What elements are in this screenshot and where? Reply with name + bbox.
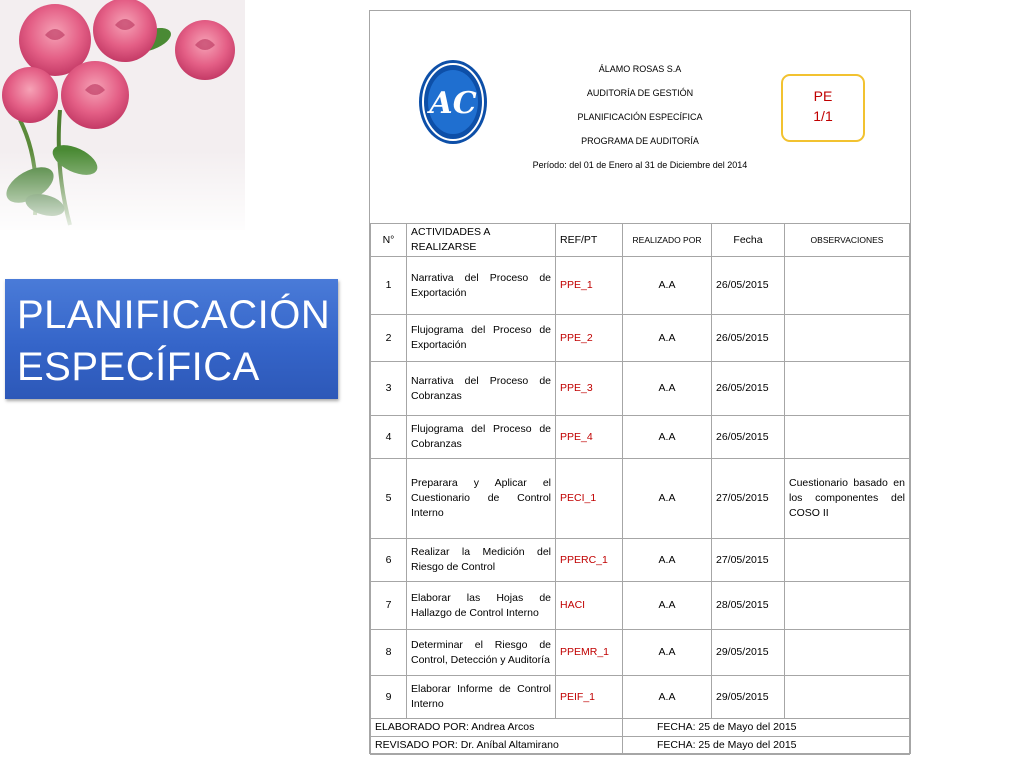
row-activity: Realizar la Medición del Riesgo de Control — [407, 539, 556, 582]
row-number: 4 — [371, 416, 407, 459]
row-done-by: A.A — [623, 416, 712, 459]
prepared-by: ELABORADO POR: Andrea Arcos — [371, 719, 623, 737]
row-number: 2 — [371, 315, 407, 362]
row-ref: PECI_1 — [556, 459, 623, 539]
table-row — [371, 459, 910, 539]
col-header-done-by: REALIZADO POR — [623, 224, 712, 257]
row-date: 27/05/2015 — [712, 539, 785, 582]
row-ref: PPE_2 — [556, 315, 623, 362]
table-row — [371, 582, 910, 630]
reference-code: PE — [813, 88, 833, 104]
document-header — [370, 11, 910, 224]
row-number: 1 — [371, 257, 407, 315]
row-activity: Narrativa del Proceso de Exportación — [407, 257, 556, 315]
row-done-by: A.A — [623, 630, 712, 676]
table-row — [371, 416, 910, 459]
col-header-ref: REF/PT — [556, 224, 623, 257]
row-activity: Flujograma del Proceso de Exportación — [407, 315, 556, 362]
row-activity: Elaborar las Hojas de Hallazgo de Control Interno — [407, 582, 556, 630]
row-ref: PPE_3 — [556, 362, 623, 416]
header-line-audit: AUDITORÍA DE GESTIÓN — [586, 88, 694, 98]
header-period: Período: del 01 de Enero al 31 de Diciembre del 2014 — [532, 160, 748, 170]
row-date: 29/05/2015 — [712, 630, 785, 676]
row-activity: Preparara y Aplicar el Cuestionario de Control Interno — [407, 459, 556, 539]
row-observations — [785, 315, 910, 362]
table-row — [371, 257, 910, 315]
row-observations: Cuestionario basado en los componentes del COSO II — [785, 459, 910, 539]
row-ref: PPE_4 — [556, 416, 623, 459]
row-date: 26/05/2015 — [712, 362, 785, 416]
col-header-number: N° — [371, 224, 407, 257]
row-date: 26/05/2015 — [712, 315, 785, 362]
header-line-program: PROGRAMA DE AUDITORÍA — [581, 136, 699, 146]
row-date: 28/05/2015 — [712, 582, 785, 630]
slide-title-line2: ESPECÍFICA — [17, 345, 260, 389]
row-observations — [785, 416, 910, 459]
roses-decoration — [0, 0, 245, 230]
row-date: 26/05/2015 — [712, 416, 785, 459]
logo-text: AC — [429, 86, 477, 121]
reference-page: 1/1 — [813, 108, 833, 124]
row-ref: PPE_1 — [556, 257, 623, 315]
header-line-planning: PLANIFICACIÓN ESPECÍFICA — [577, 112, 703, 122]
row-observations — [785, 676, 910, 719]
row-number: 3 — [371, 362, 407, 416]
row-number: 7 — [371, 582, 407, 630]
row-number: 9 — [371, 676, 407, 719]
row-ref: HACI — [556, 582, 623, 630]
row-activity: Flujograma del Proceso de Cobranzas — [407, 416, 556, 459]
row-done-by: A.A — [623, 257, 712, 315]
reviewed-by: REVISADO POR: Dr. Aníbal Altamirano — [371, 737, 623, 755]
row-done-by: A.A — [623, 459, 712, 539]
activities-table — [370, 223, 910, 719]
reviewed-date: FECHA: 25 de Mayo del 2015 — [623, 737, 910, 755]
row-number: 8 — [371, 630, 407, 676]
row-number: 5 — [371, 459, 407, 539]
row-done-by: A.A — [623, 539, 712, 582]
signoff-table — [370, 718, 910, 755]
slide-title-box — [5, 279, 338, 399]
table-header-row — [371, 224, 910, 257]
row-activity: Elaborar Informe de Control Interno — [407, 676, 556, 719]
reviewed-row — [371, 737, 910, 755]
row-ref: PPEMR_1 — [556, 630, 623, 676]
row-observations — [785, 582, 910, 630]
col-header-activities: ACTIVIDADES A REALIZARSE — [407, 224, 556, 257]
audit-program-document — [369, 10, 911, 754]
row-observations — [785, 362, 910, 416]
row-date: 27/05/2015 — [712, 459, 785, 539]
table-row — [371, 315, 910, 362]
table-row — [371, 539, 910, 582]
row-done-by: A.A — [623, 676, 712, 719]
row-activity: Determinar el Riesgo de Control, Detección y Auditoría — [407, 630, 556, 676]
row-done-by: A.A — [623, 362, 712, 416]
col-header-date: Fecha — [712, 224, 785, 257]
table-row — [371, 362, 910, 416]
table-row — [371, 676, 910, 719]
table-row — [371, 630, 910, 676]
row-activity: Narrativa del Proceso de Cobranzas — [407, 362, 556, 416]
row-date: 29/05/2015 — [712, 676, 785, 719]
reference-badge — [781, 74, 865, 142]
company-name: ÁLAMO ROSAS S.A — [598, 64, 682, 74]
row-observations — [785, 630, 910, 676]
row-observations — [785, 539, 910, 582]
row-date: 26/05/2015 — [712, 257, 785, 315]
company-logo-icon — [418, 59, 488, 145]
slide-title-line1: PLANIFICACIÓN — [17, 293, 331, 337]
row-number: 6 — [371, 539, 407, 582]
row-done-by: A.A — [623, 582, 712, 630]
header-lines — [510, 57, 770, 177]
col-header-observations: OBSERVACIONES — [785, 224, 910, 257]
prepared-row — [371, 719, 910, 737]
row-ref: PPERC_1 — [556, 539, 623, 582]
row-ref: PEIF_1 — [556, 676, 623, 719]
row-observations — [785, 257, 910, 315]
prepared-date: FECHA: 25 de Mayo del 2015 — [623, 719, 910, 737]
row-done-by: A.A — [623, 315, 712, 362]
